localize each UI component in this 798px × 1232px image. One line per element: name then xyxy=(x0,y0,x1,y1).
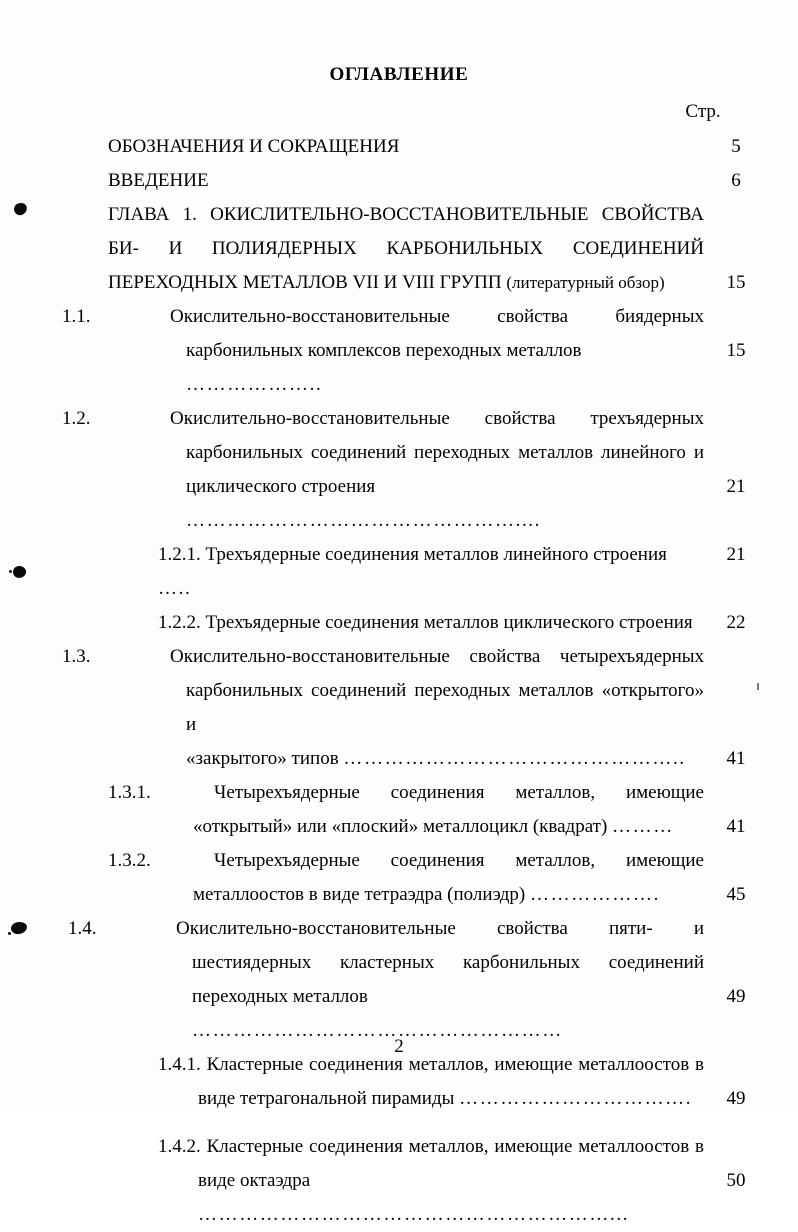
toc-entry-text: виде тетрагональной пирамиды xyxy=(198,1088,455,1109)
toc-entry-section-1-1-line-2 xyxy=(108,334,768,402)
toc-entry-section-1-4-1-line-2 xyxy=(108,1082,768,1116)
toc-entry-label xyxy=(124,742,704,776)
toc-entry-label: ВВЕДЕНИЕ xyxy=(108,170,209,191)
toc-entry-section-1-3-line-1[interactable] xyxy=(62,640,768,674)
toc-entry-section-1-4-2-line-2 xyxy=(108,1164,768,1232)
toc-entry-section-1-2-line-3 xyxy=(108,470,768,538)
toc-entry-section-1-3-1-line-1[interactable] xyxy=(108,776,768,810)
toc-entry-text: переходных металлов xyxy=(192,986,368,1007)
toc-entry-text: Четырехъядерные соединения металлов, имеющие xyxy=(214,850,704,871)
toc-entry-label: карбонильных соединений переходных металлов линейного и xyxy=(186,442,704,463)
toc-entry-page: 41 xyxy=(726,816,746,837)
toc-entry-section-1-4-line-1[interactable] xyxy=(68,912,768,946)
toc-entry-page: 49 xyxy=(726,1088,746,1109)
toc-entry-page: 21 xyxy=(726,476,746,497)
toc-entry-section-1-3-2-line-1[interactable] xyxy=(108,844,768,878)
dot-leader: ……………………………………………… xyxy=(192,1020,563,1041)
toc-entry-label: ГЛАВА 1. ОКИСЛИТЕЛЬНО-ВОССТАНОВИТЕЛЬНЫЕ СВОЙСТВА xyxy=(108,204,704,225)
toc-entry-introduction[interactable] xyxy=(108,164,768,198)
page-title: ОГЛАВЛЕНИЕ xyxy=(329,64,469,85)
toc-entry-page: 41 xyxy=(726,748,746,769)
scan-artifact-speck xyxy=(8,932,11,935)
toc-entry-text: циклического строения xyxy=(186,476,376,497)
toc-entry-section-1-2-2[interactable] xyxy=(108,606,768,640)
toc-entry-label xyxy=(158,810,704,844)
chapter-1-subtitle: (литературный обзор) xyxy=(506,273,665,292)
dot-leader: ……… xyxy=(612,816,674,837)
toc-entry-text: «открытый» или «плоский» металлоцикл (квадрат) xyxy=(193,816,608,837)
table-of-contents xyxy=(62,130,768,1232)
toc-entry-page: 5 xyxy=(731,136,741,157)
toc-entry-text: Окислительно-восстановительные свойства биядерных xyxy=(170,306,704,327)
toc-entry-label xyxy=(124,470,704,538)
chapter-1-title-tail: ПЕРЕХОДНЫХ МЕТАЛЛОВ VII И VIII ГРУПП xyxy=(108,272,502,293)
toc-entry-label: шестиядерных кластерных карбонильных соединений xyxy=(192,952,704,973)
toc-entry-number: 1.3.2. xyxy=(108,850,151,871)
toc-entry-page: 15 xyxy=(726,272,746,293)
toc-entry-section-1-3-line-3 xyxy=(108,742,768,776)
dot-leader: ……………………………………………………... xyxy=(198,1204,630,1225)
toc-entry-label xyxy=(68,912,704,946)
toc-entry-text: Четырехъядерные соединения металлов, имеющие xyxy=(214,782,704,803)
toc-entry-label xyxy=(108,266,704,300)
toc-entry-label xyxy=(108,844,704,878)
toc-entry-label xyxy=(124,334,704,402)
toc-entry-page: 45 xyxy=(726,884,746,905)
toc-entry-page: 15 xyxy=(726,340,746,361)
toc-entry-label: ОБОЗНАЧЕНИЯ И СОКРАЩЕНИЯ xyxy=(108,136,400,157)
scan-artifact-ink-blob xyxy=(12,201,28,216)
toc-entry-section-1-4-2-line-1[interactable] xyxy=(108,1130,768,1164)
toc-entry-section-1-2-line-1[interactable] xyxy=(62,402,768,436)
toc-entry-label xyxy=(108,776,704,810)
toc-entry-label xyxy=(158,1164,704,1232)
scan-artifact-ink-blob xyxy=(10,921,27,935)
toc-entry-label xyxy=(62,640,704,674)
toc-entry-page: 21 xyxy=(726,544,746,565)
toc-entry-label: 1.4.2. Кластерные соединения металлов, имеющие металлоостов в xyxy=(158,1136,704,1157)
toc-entry-label xyxy=(158,538,704,606)
toc-entry-abbreviations[interactable] xyxy=(108,130,768,164)
toc-entry-text: карбонильных комплексов переходных металлов xyxy=(186,340,582,361)
toc-entry-text: Окислительно-восстановительные свойства пяти- и xyxy=(176,918,704,939)
toc-entry-label xyxy=(62,300,704,334)
toc-entry-label: 1.2.2. Трехъядерные соединения металлов циклического строения xyxy=(158,612,693,633)
toc-entry-label: 1.4.1. Кластерные соединения металлов, имеющие металлоостов в xyxy=(158,1054,704,1075)
dot-leader: ….. xyxy=(158,578,192,599)
dot-leader: ………………. xyxy=(529,884,660,905)
toc-entry-label xyxy=(158,878,704,912)
toc-entry-text: металлоостов в виде тетраэдра (полиэдр) xyxy=(193,884,526,905)
toc-entry-number: 1.3.1. xyxy=(108,782,151,803)
toc-entry-section-1-1-line-1[interactable] xyxy=(62,300,768,334)
folio-page-number: 2 xyxy=(394,1036,404,1057)
toc-entry-chapter-1-line-3 xyxy=(108,266,768,300)
toc-entry-text: Окислительно-восстановительные свойства трехъядерных xyxy=(170,408,704,429)
scan-artifact-speck xyxy=(9,570,12,573)
toc-entry-section-1-3-1-line-2 xyxy=(108,810,768,844)
toc-entry-label: БИ- И ПОЛИЯДЕРНЫХ КАРБОНИЛЬНЫХ СОЕДИНЕНИЙ xyxy=(108,238,704,259)
toc-entry-label xyxy=(62,402,704,436)
toc-entry-page: 6 xyxy=(731,170,741,191)
dot-leader: ………………………………………….... xyxy=(186,510,541,531)
toc-entry-chapter-1-line-2 xyxy=(108,232,768,266)
toc-entry-text: Окислительно-восстановительные свойства четырехъядерных xyxy=(170,646,704,667)
toc-entry-page: 22 xyxy=(726,612,746,633)
toc-entry-number: 1.1. xyxy=(62,306,91,327)
toc-entry-text: «закрытого» типов xyxy=(186,748,339,769)
toc-entry-text: виде октаэдра xyxy=(198,1170,311,1191)
dot-leader: ………………………………………….. xyxy=(343,748,686,769)
dot-leader: ……………………………. xyxy=(459,1088,693,1109)
toc-entry-section-1-2-1[interactable] xyxy=(108,538,768,606)
scan-artifact-ink-blob xyxy=(12,565,27,579)
dot-leader: ……………….. xyxy=(186,374,323,395)
toc-entry-label xyxy=(158,1082,704,1116)
toc-entry-page: 50 xyxy=(726,1170,746,1191)
toc-entry-section-1-2-line-2 xyxy=(108,436,768,470)
toc-entry-text: 1.2.1. Трехъядерные соединения металлов линейного строения xyxy=(158,544,667,565)
toc-entry-number: 1.4. xyxy=(68,918,97,939)
toc-entry-section-1-4-line-2 xyxy=(108,946,768,980)
toc-entry-number: 1.3. xyxy=(62,646,91,667)
toc-entry-section-1-3-2-line-2 xyxy=(108,878,768,912)
toc-entry-chapter-1-line-1[interactable] xyxy=(108,198,768,232)
page-column-header: Стр. xyxy=(685,101,721,122)
toc-entry-label: карбонильных соединений переходных металлов «открытого» и xyxy=(186,680,704,735)
toc-entry-page: 49 xyxy=(726,986,746,1007)
toc-entry-section-1-3-line-2 xyxy=(108,674,768,742)
toc-entry-number: 1.2. xyxy=(62,408,91,429)
